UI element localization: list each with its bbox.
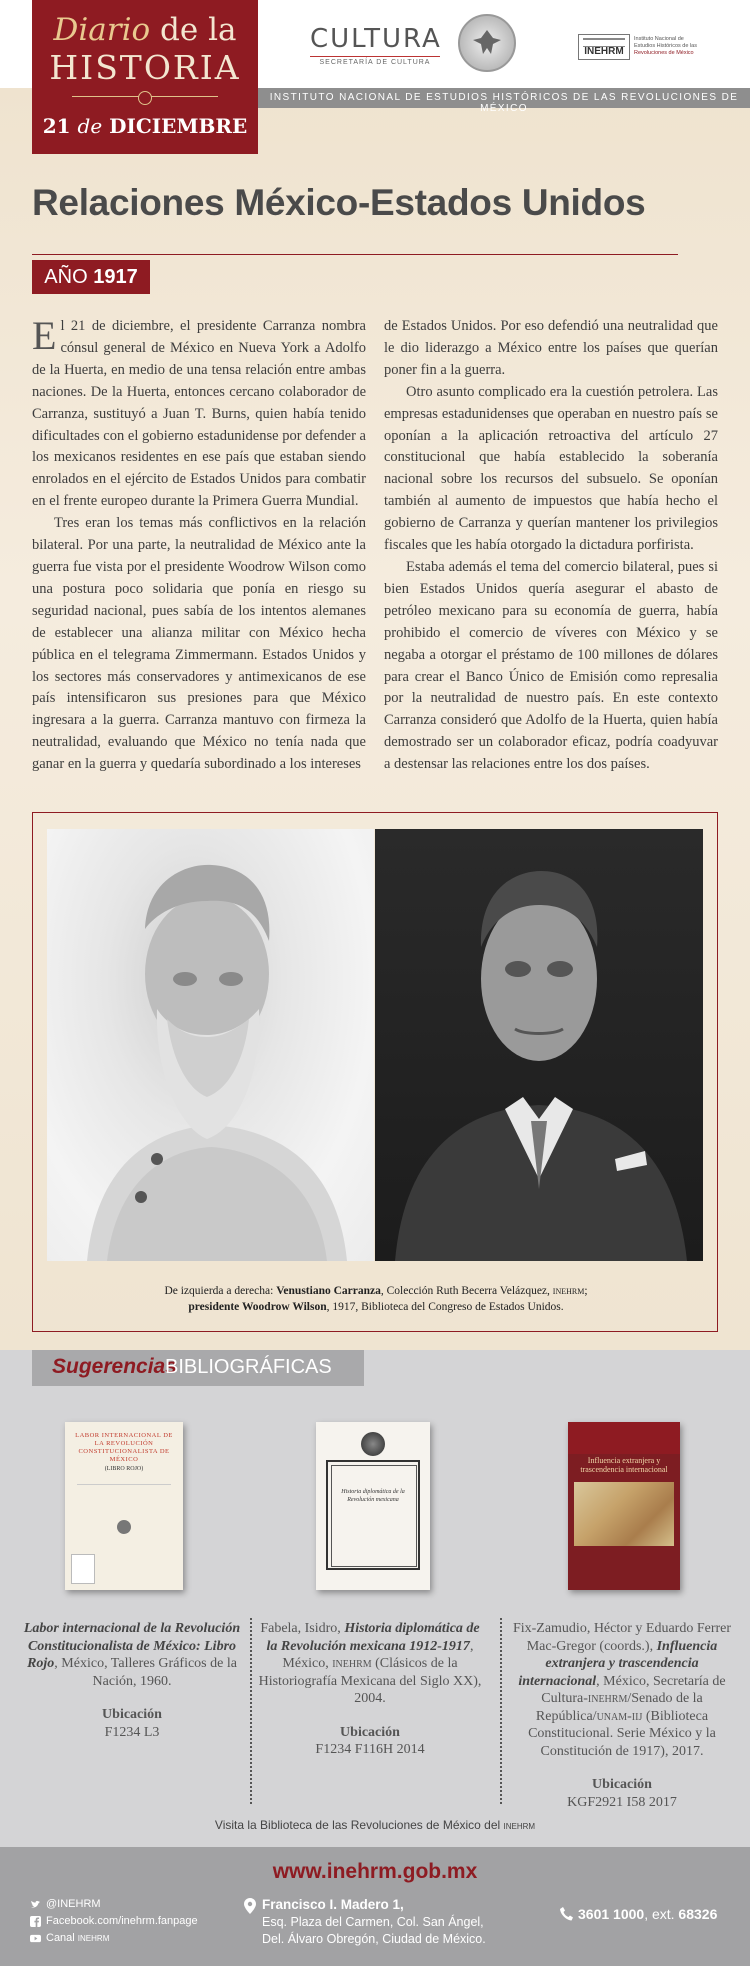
facebook-link[interactable]: Facebook.com/inehrm.fanpage [30, 1913, 230, 1930]
phone-icon [560, 1907, 573, 1921]
ornament-divider [72, 96, 218, 102]
book-cover-influencia-extranjera[interactable]: Influencia extranjera y trascendencia internacional [568, 1422, 680, 1590]
portrait-carranza-image [47, 829, 374, 1261]
date-label: 21 de DICIEMBRE [42, 114, 248, 138]
article-column-left [32, 313, 366, 776]
cultura-logo[interactable]: CULTURA SECRETARÍA DE CULTURA [310, 24, 442, 66]
book-reference-1: Labor internacional de la Revolución Constitucionalista de México: Libro Rojo, México, Talleres Gráficos de la Nación, 1960. Ubicación F1234 L3 [23, 1621, 241, 1740]
inehrm-building-icon: INEHRM [578, 34, 630, 60]
article-title: Relaciones México-Estados Unidos [32, 182, 646, 223]
phone-number[interactable]: 3601 1000, ext. 68326 [560, 1906, 730, 1922]
portrait-wilson-image [375, 829, 703, 1261]
social-links [30, 1896, 230, 1947]
website-link[interactable]: www.inehrm.gob.mx [272, 1860, 478, 1883]
twitter-icon [30, 1899, 41, 1910]
paragraph: El 21 de diciembre, el presidente Carranza nombra cónsul general de México en Nueva York a Adolfo de la Huerta, en medio de una tensa relación entre ambas naciones. De la Huerta, entonces cercano colaborador de Carranza, sustituyó a Juan T. Burns, quien había tenido dificultades con el gobierno estadunidense por defender a los mexicanos residentes en ese país que estaban siendo enrolados en el ejército de Estados Unidos para combatir en el frente europeo durante la Primera Guerra Mundial. [32, 313, 366, 510]
photo-caption: De izquierda a derecha: Venustiano Carranza, Colección Ruth Becerra Velázquez, inehrm; presidente Woodrow Wilson, 1917, Biblioteca del Congreso de Estados Unidos. [164, 1285, 588, 1313]
year-badge: AÑO 1917 [32, 260, 150, 294]
de-la-label: de la [160, 12, 237, 48]
article-column-right [384, 316, 718, 776]
youtube-icon [30, 1933, 41, 1944]
paragraph: Tres eran los temas más conflictivos en la relación bilateral. Por una parte, la neutralidad de México ante la guerra fue vista por el presidente Woodrow Wilson como una postura poco solidaria que ponía en riesgo su seguridad nacional, pues sabía de los intentos alemanes de establecer una alianza militar con México hecha pública en el telegrama Zimmermann. Estados Unidos y los sectores más conservadores y antimexicanos de ese país intensificaron sus presiones para que México ingresara a la guerra. Carranza mantuvo con firmeza la neutralidad, evaluando que México no tenía nada que ganar en la guerra y quedaría subordinado a los intereses [32, 515, 366, 773]
youtube-link[interactable]: Canal inehrm [30, 1930, 230, 1947]
photo-venustiano-carranza[interactable] [47, 829, 374, 1261]
book-reference-2: Fabela, Isidro, Historia diplomática de la Revolución mexicana 1912-1917, México, inehrm (Clásicos de la Historiografía Mexicana del Siglo XX), 2004. Ubicación F1234 F116H 2014 [258, 1621, 482, 1757]
title-divider [32, 254, 678, 255]
twitter-link[interactable]: @INEHRM [30, 1896, 230, 1913]
book-cover-libro-rojo[interactable]: LABOR INTERNACIONAL DE LA REVOLUCIÓN CONSTITUCIONALISTA DE MÉXICO (LIBRO ROJO) [65, 1422, 183, 1590]
book-cover-historia-diplomatica[interactable]: Historia diplomática de la Revolución mexicana [316, 1422, 430, 1590]
institute-name: INSTITUTO NACIONAL DE ESTUDIOS HISTÓRICOS DE LAS REVOLUCIONES DE MÉXICO [269, 92, 739, 114]
paragraph: Otro asunto complicado era la cuestión petrolera. Las empresas estadunidenses que operaban en nuestro país se oponían a la aplicación retroactiva del artículo 27 constitucional que había establecido la soberanía nacional sobre los recursos del subsuelo. Se oponían también al aumento de impuestos que había hecho el gobierno de Carranza y querían mantener los privilegios fiscales que les había otorgado la dictadura porfirista. [384, 383, 718, 554]
eagle-icon [471, 28, 503, 58]
seal-icon [117, 1520, 131, 1534]
address: Francisco I. Madero 1, Esq. Plaza del Carmen, Col. San Ángel, Del. Álvaro Obregón, Ciudad de México. [244, 1896, 504, 1948]
library-sticker [71, 1554, 95, 1584]
paragraph: de Estados Unidos. Por eso defendió una neutralidad que le dio liderazgo a México entre los países que querían poner fin a la guerra. [384, 318, 718, 378]
world-map-image [574, 1482, 674, 1546]
diario-label: Diario [53, 12, 151, 48]
dotted-separator [500, 1618, 502, 1804]
location-pin-icon [244, 1898, 256, 1914]
dotted-separator [250, 1618, 252, 1804]
diario-de-la-historia-badge [32, 0, 258, 154]
historia-label: HISTORIA [49, 48, 241, 87]
bibliography-heading: Sugerencias BIBLIOGRÁFICAS [32, 1350, 364, 1386]
institute-bar [258, 88, 750, 114]
inehrm-logo[interactable]: INEHRM Instituto Nacional de Estudios Históricos de las Revoluciones de México [578, 34, 698, 64]
drop-cap: E [32, 313, 57, 358]
facebook-icon [30, 1916, 41, 1927]
book-reference-3: Fix-Zamudio, Héctor y Eduardo Ferrer Mac-Gregor (coords.), Influencia extranjera y trascendencia internacional, México, Secretaría de Cultura-inehrm/Senado de la República/unam-iij (Biblioteca Constitucional. Serie México y la Constitución de 1917), 2017. Ubicación KGF2921 I58 2017 [512, 1621, 732, 1810]
library-visit-note: Visita la Biblioteca de las Revoluciones de México del inehrm [214, 1818, 536, 1832]
seal-icon [361, 1432, 385, 1456]
photo-frame [32, 812, 718, 1332]
photo-woodrow-wilson[interactable] [375, 829, 703, 1261]
paragraph: Estaba además el tema del comercio bilateral, pues si bien Estados Unidos quería asegurar el abasto de petróleo mexicano para su economía de guerra, había prohibido el comercio de víveres con México y se negaba a otorgar el préstamo de 100 millones de dólares para crear el Banco Único de Emisión como represalia por la neutralidad de nuestro país. En este contexto Carranza consideró que Adolfo de la Huerta, quien había demostrado ser un colaborador eficaz, podría coadyuvar a destensar las relaciones entre los dos países. [384, 558, 718, 773]
